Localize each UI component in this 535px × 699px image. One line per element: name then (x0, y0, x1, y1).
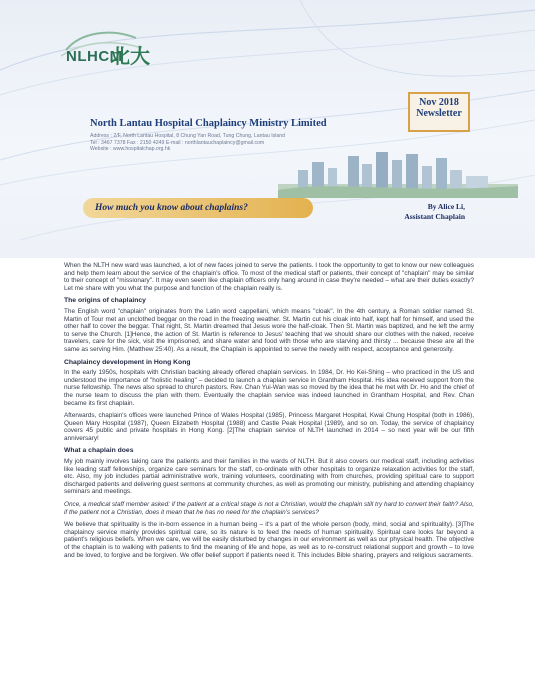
author-name: By Alice Li, (427, 202, 465, 211)
byline (404, 202, 465, 222)
phone-email-line: Tel : 3467 7378 Fax : 2150 4249 E-mail : northlantauchaplaincy@gmail.com (90, 139, 265, 146)
article-title-banner (83, 198, 313, 218)
city-skyline-illustration (278, 150, 518, 198)
italic-question-paragraph: Once, a medical staff member asked: if the patient at a critical stage is not a Christian, would the chaplain still try hard to convert their faith? Also, if the patient not a Christian, does it mean that he has no need for the chaplain's services? (64, 501, 474, 516)
paragraph: My job mainly involves taking care the patients and their families in the wards of NLTH. But it also covers our medical staff, including activities like leading staff fellowships, organize care seminars for the staff, co-ordinate with other hospitals to organize relaxation activities for the staff, etc. Also, my job includes partial administrative work, training volunteers, coordinating with from churches, providing spiritual care to support discharged patients and delivering guest sermons at community churches, as well as promoting our ministry, publishing and attending chaplaincy seminars and meetings. (64, 458, 474, 496)
address-line: Address : 2/F, North Lantau Hospital, 8 Chung Yan Road, Tung Chung, Lantau Island (90, 133, 286, 139)
author-role: Assistant Chaplain (404, 212, 465, 221)
website-line: Website : www.hospitalchap.org.hk (90, 146, 171, 152)
section-heading: The origins of chaplaincy (64, 297, 146, 305)
section-heading: Chaplaincy development in Hong Kong (64, 358, 191, 366)
issue-badge (408, 92, 470, 132)
article-body (64, 262, 474, 564)
organization-name: North Lantau Hospital Chaplaincy Ministry Limited (90, 118, 327, 129)
closing-paragraph: We believe that spirituality is the in-born essence in a human being – it's a part of the whole person (body, mind, social and spirituality). [3]The chaplaincy service mainly provides spiritual care, so its nature is to feed the needs of human spirituality. Spiritual care looks far beyond a patient's religious beliefs. When we care, we will be easily disturbed by changes in our environment as well as our physical health. The objective of the chaplain is to walking with patients to find the meaning of life and hope, as well as to re-construct relational support and growth – to love and be loved, to forgive and be forgiven. We offer belief support if patients need it. This includes Bible sharing, prayers and religious sacraments. (64, 521, 474, 559)
section-heading: What a chaplain does (64, 447, 134, 455)
article-title: How much you know about chaplains? (95, 203, 248, 213)
paragraph: The English word "chaplain" originates from the Latin word cappellani, which means "cloak". In the 4th century, a Roman soldier named St. Martin of Tour met an unclothed beggar on the road in the freezing weather. St. Martin cut his cloak into half, kept half for himself, and used the other half to cover the beggar. That night, St. Martin dreamed that Jesus wore the half-cloak. Then St. Martin was baptized, and he left the army to serve the Church. [1]Hence, the action of St. Martin is reference to Jesus' teaching that we should share our clothes with the naked, receive travelers, care for the sick, visit the imprisoned, and share water and food with those who are starving and thirsty ... because these are all the same as serving Him. (Matthew 25:40). As a result, the Chaplain is appointed to serve the needy with respect, acceptance and generosity. (64, 307, 474, 353)
issue-month: Nov 2018 (419, 97, 459, 108)
logo-chinese-text: 北大 (110, 46, 150, 68)
paragraph: In the early 1950s, hospitals with Christian backing already offered chaplain services. In 1984, Dr. Ho Kei-Shing – who practiced in the US and understood the importance of "holistic healing" – decided to launch a chaplain service in Grantham Hospital. His idea received support from the nurse fellowship. The news also spread to church pastors. Rev. Chan Yui-Wan was so moved by the idea that he met with Dr. Ho and the chief of the nurse team to discuss the plan with them. Eventually the chaplain service was indeed launched in Grantham Hospital, and Rev. Chan became its first chaplain. (64, 369, 474, 407)
issue-type: Newsletter (416, 108, 462, 119)
newsletter-header (0, 0, 535, 258)
intro-paragraph: When the NLTH new ward was launched, a lot of new faces joined to serve the patients. I took the opportunity to get to know our new colleagues and help them learn about the service of the chaplain's office. To most of the medical staff or patients, their concept of "chaplain" may be similar to their concept of "missionary". It may even seem like chaplain officers only hang around in case they're needed – what are their duties exactly? Let me share with you what the purpose and function of the chaplain really is. (64, 262, 474, 292)
logo-text: NLHCM (66, 48, 123, 65)
paragraph: Afterwards, chaplain's offices were launched Prince of Wales Hospital (1985), Princess Margaret Hospital, Kwai Chung Hospital (both in 1986), Queen Mary Hospital (1987), Queen Elizabeth Hospital (1988) and Castle Peak Hospital (1989), and so on. Today, the service of chaplaincy covers 45 public and private hospitals in Hong Kong. [2]The chaplain service of NLTH launched in 2014 – so next year will be our fifth anniversary! (64, 412, 474, 442)
